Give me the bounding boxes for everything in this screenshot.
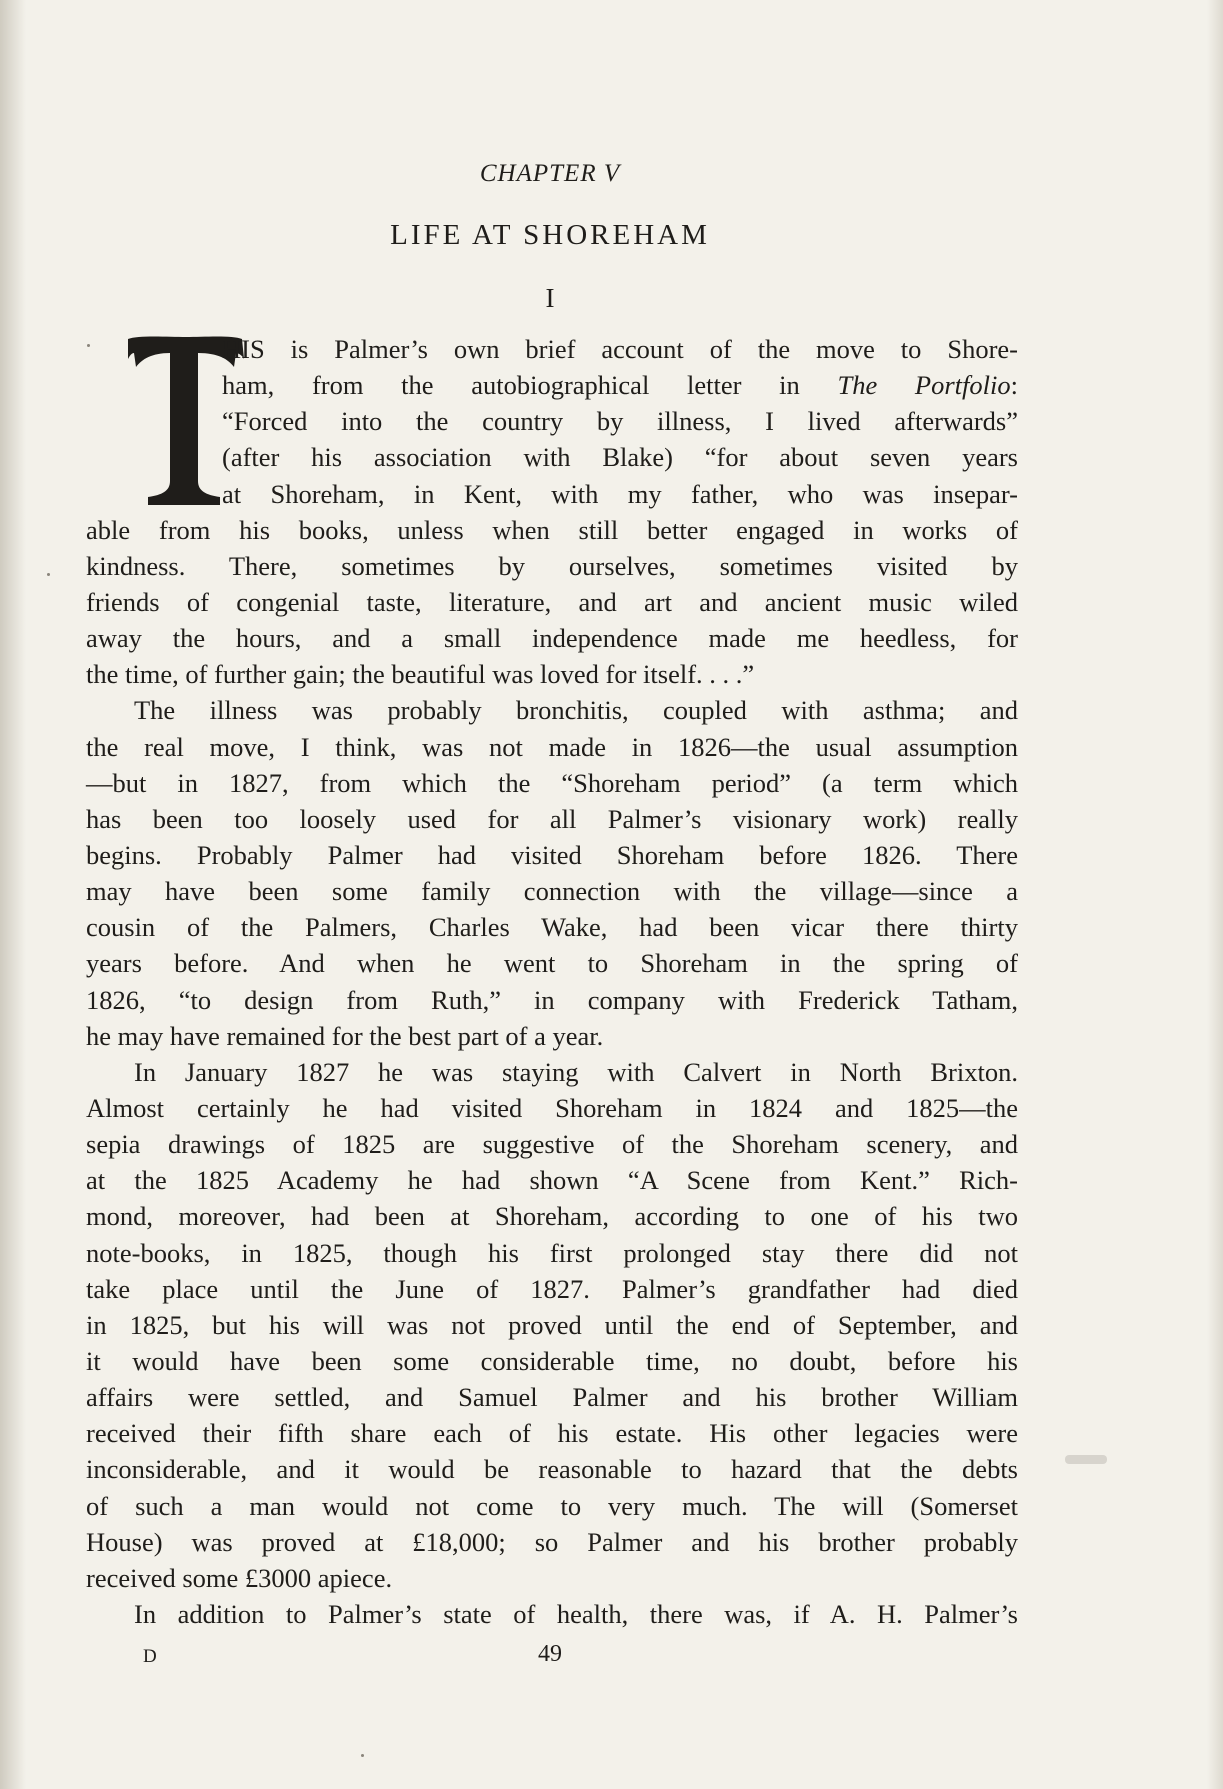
body-line: the time, of further gain; the beautiful was loved for itself. . . .” — [86, 659, 755, 690]
ink-smudge — [1065, 1455, 1107, 1464]
body-line: Almost certainly he had visited Shoreham in 1824 and 1825—the — [86, 1092, 1018, 1123]
page-edge-shadow — [0, 0, 26, 1789]
body-line: The illness was probably bronchitis, coupled with asthma; and — [134, 695, 1018, 726]
paper-speck — [361, 1754, 364, 1757]
body-line: HIS is Palmer’s own brief account of the move to Shore- — [222, 334, 1018, 364]
body-line: it would have been some considerable time, no doubt, before his — [86, 1345, 1018, 1376]
body-line: affairs were settled, and Samuel Palmer and his brother William — [86, 1382, 1018, 1413]
title-colon: : — [1010, 370, 1018, 401]
body-line: the real move, I think, was not made in 1826—the usual assumption — [86, 731, 1018, 762]
body-line: cousin of the Palmers, Charles Wake, had been vicar there thirty — [86, 912, 1018, 943]
body-line: 1826, “to design from Ruth,” in company with Frederick Tatham, — [86, 984, 1018, 1015]
body-line: —but in 1827, from which the “Shoreham period” (a term which — [86, 767, 1018, 798]
body-line: has been too loosely used for all Palmer’s visionary work) really — [86, 803, 1018, 834]
body-line: mond, moreover, had been at Shoreham, according to one of his two — [86, 1201, 1018, 1232]
body-text — [86, 331, 1018, 1632]
body-line: of such a man would not come to very much. The will (Somerset — [86, 1490, 1018, 1521]
body-line: years before. And when he went to Shoreham in the spring of — [86, 948, 1018, 979]
page-edge-right — [1207, 0, 1223, 1789]
body-line: received some £3000 apiece. — [86, 1562, 393, 1593]
body-line: inconsiderable, and it would be reasonable to hazard that the debts — [86, 1454, 1018, 1485]
body-line: begins. Probably Palmer had visited Shoreham before 1826. There — [86, 839, 1018, 870]
body-line: at the 1825 Academy he had shown “A Scene from Kent.” Rich- — [86, 1165, 1018, 1196]
signature-mark: D — [143, 1646, 157, 1667]
body-line: he may have remained for the best part of a year. — [86, 1020, 604, 1051]
body-line: In addition to Palmer’s state of health, there was, if A. H. Palmer’s — [134, 1598, 1018, 1629]
body-line: at Shoreham, in Kent, with my father, who was insepar- — [222, 478, 1018, 509]
chapter-title: LIFE AT SHOREHAM — [390, 219, 710, 251]
body-line: “Forced into the country by illness, I lived afterwards” — [222, 406, 1018, 437]
body-line — [86, 367, 1018, 403]
body-line: able from his books, unless when still better engaged in works of — [86, 514, 1018, 545]
body-line: (after his association with Blake) “for about seven years — [222, 442, 1018, 473]
section-number: I — [545, 283, 555, 313]
body-line: House) was proved at £18,000; so Palmer and his brother probably — [86, 1526, 1018, 1557]
body-line: sepia drawings of 1825 are suggestive of the Shoreham scenery, and — [86, 1129, 1018, 1160]
paper-speck — [47, 573, 50, 576]
body-line: received their fifth share each of his estate. His other legacies were — [86, 1418, 1018, 1449]
body-line: in 1825, but his will was not proved until the end of September, and — [86, 1309, 1018, 1340]
body-line: away the hours, and a small independence made me heedless, for — [86, 623, 1018, 654]
page-number: 49 — [538, 1641, 562, 1667]
chapter-label: CHAPTER V — [479, 160, 621, 187]
body-line: friends of congenial taste, literature, and art and ancient music wiled — [86, 586, 1018, 617]
body-line: take place until the June of 1827. Palmer’s grandfather had died — [86, 1273, 1018, 1304]
body-line: note-books, in 1825, though his first prolonged stay there did not — [86, 1237, 1018, 1268]
body-line: may have been some family connection with the village—since a — [86, 876, 1018, 907]
italic-book-title: The Portfolio — [837, 370, 1011, 401]
body-line-text: ham, from the autobiographical letter in — [222, 370, 838, 401]
body-line: kindness. There, sometimes by ourselves, sometimes visited by — [86, 550, 1018, 581]
body-line: In January 1827 he was staying with Calvert in North Brixton. — [134, 1056, 1018, 1087]
